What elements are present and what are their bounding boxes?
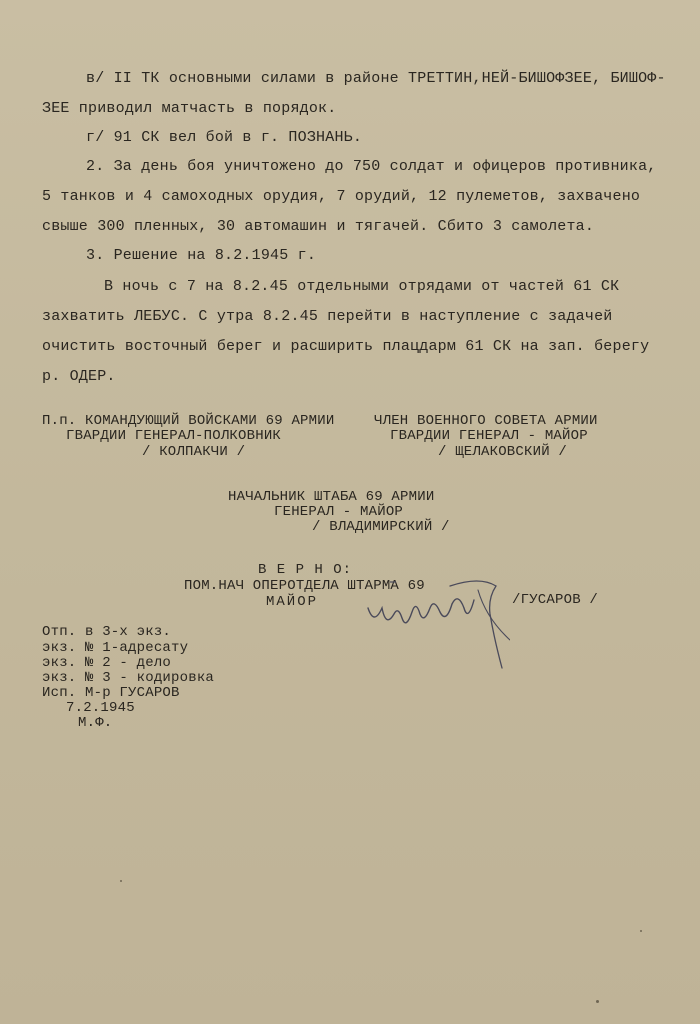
paper-speck	[596, 1000, 599, 1003]
handwritten-signature	[360, 578, 510, 678]
body-line: 2. За день боя уничтожено до 750 солдат и офицеров противника,	[86, 158, 657, 175]
body-line: в/ II ТК основными силами в районе ТРЕТТИН,НЕЙ-БИШОФЗЕЕ, БИШОФ-	[86, 70, 666, 87]
body-line: г/ 91 СК вел бой в г. ПОЗНАНЬ.	[86, 129, 363, 146]
signature-left-title: П.п. КОМАНДУЮЩИЙ ВОЙСКАМИ 69 АРМИИ	[42, 413, 335, 429]
footer-line: экз. № 3 - кодировка	[42, 670, 215, 686]
footer-line: М.Ф.	[78, 715, 113, 731]
body-line: очистить восточный берег и расширить плацдарм 61 СК на зап. берегу	[42, 338, 650, 355]
signature-right-title: ЧЛЕН ВОЕННОГО СОВЕТА АРМИИ	[374, 413, 598, 429]
signature-left-rank: ГВАРДИИ ГЕНЕРАЛ-ПОЛКОВНИК	[66, 428, 282, 444]
certification-position: ПОМ.НАЧ ОПЕРОТДЕЛА ШТАРМА 69	[184, 578, 425, 594]
certification-rank: МАЙОР	[266, 594, 319, 610]
paper-speck	[120, 880, 122, 882]
body-line: 3. Решение на 8.2.1945 г.	[86, 247, 317, 264]
signature-left-name: / КОЛПАКЧИ /	[142, 444, 246, 460]
footer-line: Отп. в 3-х экз.	[42, 624, 172, 640]
signature-center-name: / ВЛАДИМИРСКИЙ /	[312, 519, 450, 535]
footer-line: экз. № 2 - дело	[42, 655, 172, 671]
body-line: свыше 300 пленных, 30 автомашин и тягачей. Сбито 3 самолета.	[42, 218, 595, 235]
body-line: ЗЕЕ приводил матчасть в порядок.	[42, 100, 337, 117]
signature-right-name: / ЩЕЛАКОВСКИЙ /	[438, 444, 568, 460]
footer-line: 7.2.1945	[66, 700, 135, 716]
body-line: 5 танков и 4 самоходных орудия, 7 орудий, 12 пулеметов, захвачено	[42, 188, 641, 205]
signature-center-rank: ГЕНЕРАЛ - МАЙОР	[274, 504, 404, 520]
certification-verno: В Е Р Н О:	[258, 562, 353, 578]
body-line: р. ОДЕР.	[42, 368, 116, 385]
signature-right-rank: ГВАРДИИ ГЕНЕРАЛ - МАЙОР	[390, 428, 588, 444]
footer-line: экз. № 1-адресату	[42, 640, 189, 656]
body-line: В ночь с 7 на 8.2.45 отдельными отрядами от частей 61 СК	[104, 278, 620, 295]
signature-center-title: НАЧАЛЬНИК ШТАБА 69 АРМИИ	[228, 489, 435, 505]
body-line: захватить ЛЕБУС. С утра 8.2.45 перейти в наступление с задачей	[42, 308, 613, 325]
footer-line: Исп. М-р ГУСАРОВ	[42, 685, 180, 701]
paper-speck	[640, 930, 642, 932]
certification-name: /ГУСАРОВ /	[512, 592, 599, 608]
